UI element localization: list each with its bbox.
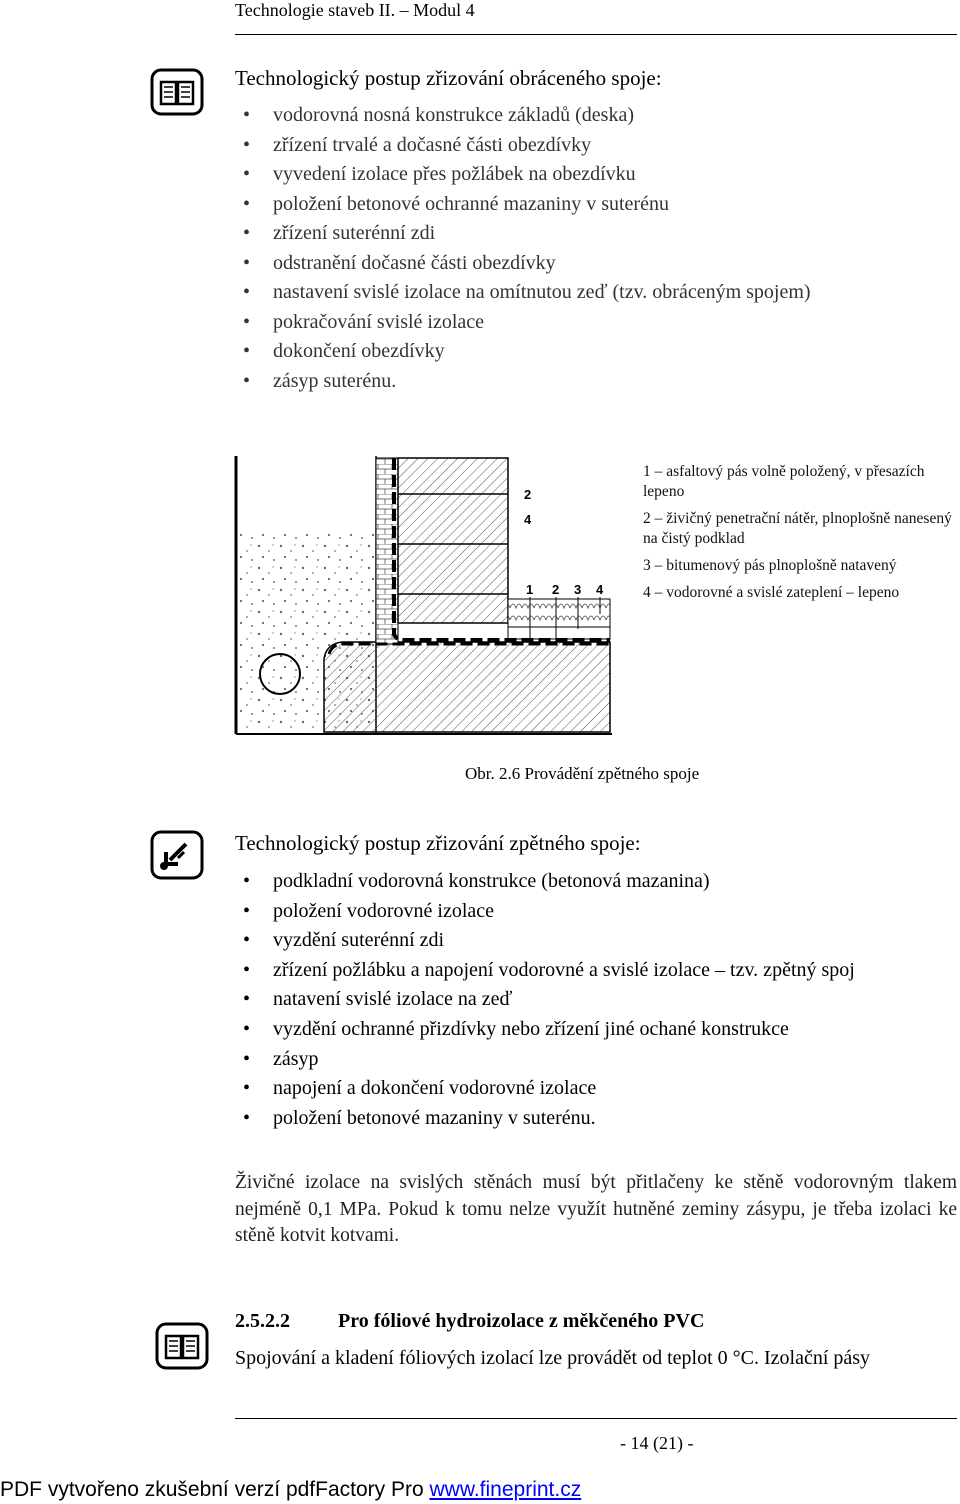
figure-label: 3 bbox=[574, 582, 582, 597]
list-item: • natavení svislé izolace na zeď bbox=[243, 985, 855, 1015]
footer-divider bbox=[235, 1418, 957, 1419]
list-item: • vyzdění suterénní zdi bbox=[243, 926, 855, 956]
list-item: • dokončení obezdívky bbox=[243, 337, 811, 367]
figure-caption: Obr. 2.6 Provádění zpětného spoje bbox=[465, 764, 700, 783]
fineprint-link[interactable]: www.fineprint.cz bbox=[429, 1478, 582, 1501]
body-paragraph: Živičné izolace na svislých stěnách musí být přitlačeny ke stěně vodorovným tlakem nejméně 0,1 MPa. Pokud k tomu nelze využít hutněné zeminy zásypu, je třeba izolaci ke stěně kotvit kotvami. bbox=[235, 1172, 957, 1246]
list-item: • zřízení požlábku a napojení vodorovné a svislé izolace – tzv. zpětný spoj bbox=[243, 956, 855, 986]
pdf-notice bbox=[0, 1478, 581, 1502]
section-title-reverse-joint: Technologický postup zřizování obráceného spoje: bbox=[235, 66, 662, 90]
list-item: • vyvedení izolace přes požlábek na obezdívku bbox=[243, 160, 811, 190]
section-title-back-joint: Technologický postup zřizování zpětného spoje: bbox=[235, 831, 641, 855]
figure-legend bbox=[643, 462, 960, 610]
book-icon bbox=[150, 68, 204, 116]
section-text: Spojování a kladení fóliových izolací lze provádět od teplot 0 °C. Izolační pásy bbox=[235, 1347, 871, 1369]
page-number: - 14 (21) - bbox=[620, 1433, 694, 1453]
list-item: • zřízení suterénní zdi bbox=[243, 219, 811, 249]
figure-label: 4 bbox=[524, 512, 532, 527]
figure-label: 4 bbox=[596, 582, 604, 597]
figure-label: 2 bbox=[552, 582, 560, 597]
list-item: • položení betonové ochranné mazaniny v suterénu bbox=[243, 190, 811, 220]
list-item: • vodorovná nosná konstrukce základů (deska) bbox=[243, 101, 811, 131]
list-item: • zásyp bbox=[243, 1045, 855, 1075]
running-header: Technologie staveb II. – Modul 4 bbox=[235, 0, 475, 20]
figure-label: 2 bbox=[524, 487, 532, 502]
legend-item: 4 – vodorovné a svislé zateplení – lepeno bbox=[643, 584, 900, 601]
figure-label: 1 bbox=[526, 582, 534, 597]
list-item: • položení vodorovné izolace bbox=[243, 897, 855, 927]
legend-item: 3 – bitumenový pás plnoplošně natavený bbox=[643, 557, 897, 574]
legend-item: 1 – asfaltový pás volně položený, v přesazích lepeno bbox=[643, 463, 925, 500]
list-item: • nastavení svislé izolace na omítnutou zeď (tzv. obráceným spojem) bbox=[243, 278, 811, 308]
list-item: • zřízení trvalé a dočasné části obezdívky bbox=[243, 131, 811, 161]
list-item: • odstranění dočasné části obezdívky bbox=[243, 249, 811, 279]
list-item: • zásyp suterénu. bbox=[243, 367, 811, 397]
list-item: • položení betonové mazaniny v suterénu. bbox=[243, 1104, 855, 1134]
construction-detail-drawing bbox=[234, 454, 612, 736]
back-joint-steps bbox=[243, 867, 855, 1133]
section-heading: Pro fóliové hydroizolace z měkčeného PVC bbox=[338, 1310, 705, 1332]
list-item: • napojení a dokončení vodorovné izolace bbox=[243, 1074, 855, 1104]
task-arrow-icon bbox=[150, 830, 204, 880]
list-item: • vyzdění ochranné přizdívky nebo zřízení jiné ochané konstrukce bbox=[243, 1015, 855, 1045]
book-icon bbox=[155, 1322, 209, 1370]
header-divider bbox=[235, 34, 957, 35]
legend-item: 2 – živičný penetrační nátěr, plnoplošně nanesený na čistý podklad bbox=[643, 510, 952, 547]
reverse-joint-steps bbox=[243, 101, 811, 396]
pdf-notice-text: PDF vytvořeno zkušební verzí pdfFactory Pro bbox=[0, 1478, 430, 1501]
list-item: • podkladní vodorovná konstrukce (betonová mazanina) bbox=[243, 867, 855, 897]
list-item: • pokračování svislé izolace bbox=[243, 308, 811, 338]
section-number: 2.5.2.2 bbox=[235, 1310, 290, 1332]
